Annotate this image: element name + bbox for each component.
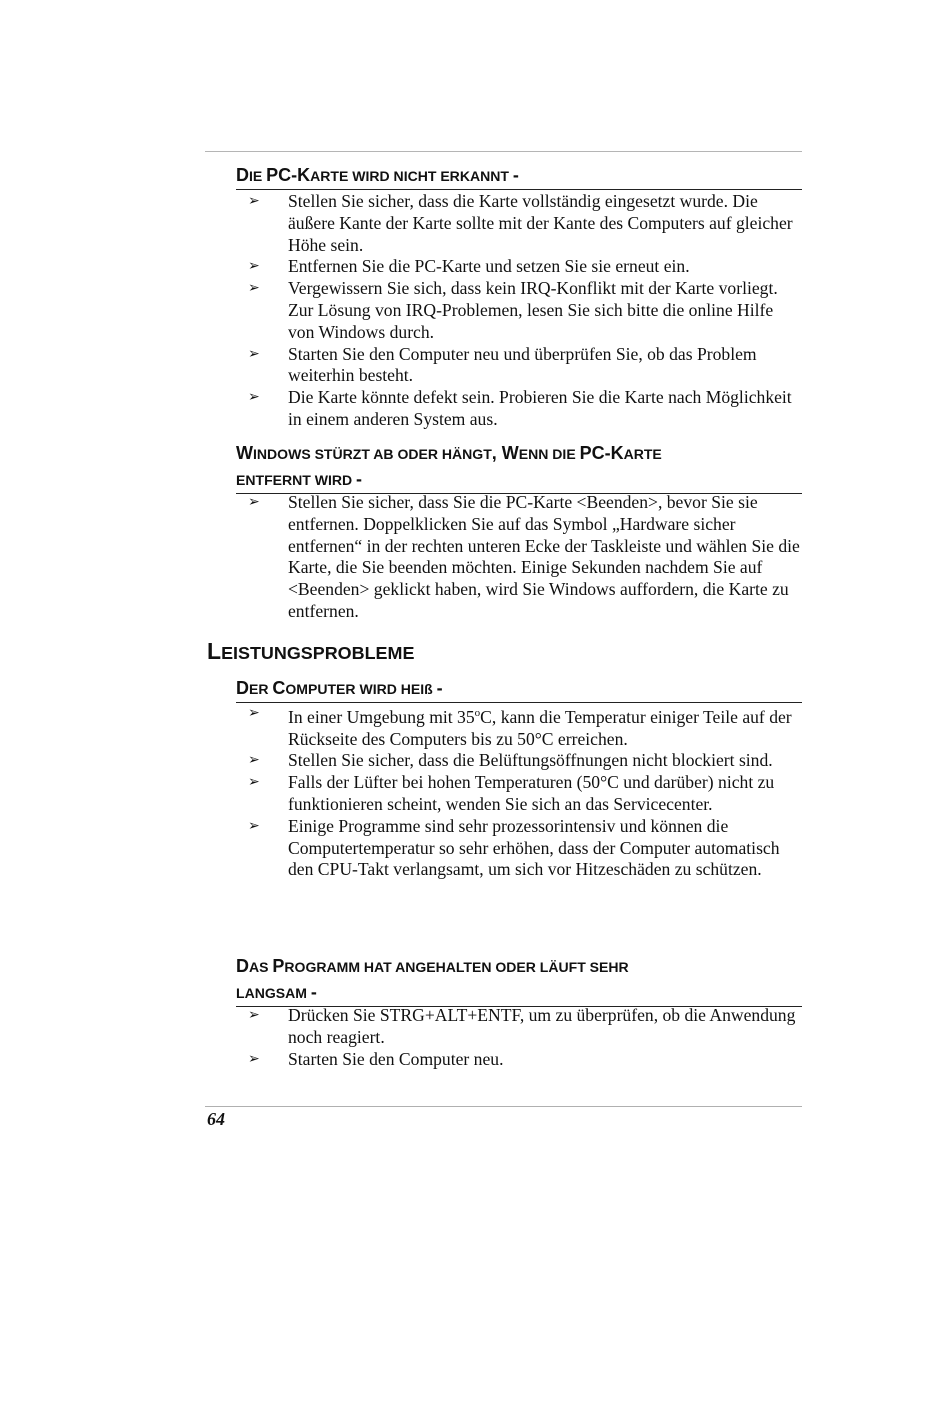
heading-programm-angehalten xyxy=(236,954,802,1007)
list-item: ➢ Einige Programme sind sehr prozessorintensiv und können die Computertemperatur so sehr erhöhen, dass der Computer automatisch den CPU-Takt verlangsamt, um sich vor Hitzeschäden zu schützen. xyxy=(248,815,780,880)
heading-line-2: ENTFERNT WIRD - xyxy=(236,469,363,489)
arrow-bullet-icon: ➢ xyxy=(248,1050,260,1067)
list-programm-angehalten xyxy=(236,1005,802,1070)
list-item: ➢ Starten Sie den Computer neu und überprüfen Sie, ob das Problem weiterhin besteht. xyxy=(248,343,757,386)
arrow-bullet-icon: ➢ xyxy=(248,1007,260,1023)
list-pc-karte-nicht-erkannt xyxy=(236,191,802,431)
arrow-bullet-icon: ➢ xyxy=(248,193,260,209)
arrow-bullet-icon: ➢ xyxy=(248,817,260,834)
heading-line-2: LANGSAM - xyxy=(236,982,317,1002)
arrow-bullet-icon: ➢ xyxy=(248,752,260,769)
heading-pc-karte-nicht-erkannt: DIE PC-KARTE WIRD NICHT ERKANNT - xyxy=(236,163,802,190)
heading-computer-wird-heiss: DER COMPUTER WIRD HEIß - xyxy=(236,676,802,703)
arrow-bullet-icon: ➢ xyxy=(248,705,260,721)
list-item: ➢ Stellen Sie sicher, dass Sie die PC-Karte <Beenden>, bevor Sie sie entfernen. Doppelklicken Sie auf das Symbol „Hardware sicher entfernen“ in der rechten unteren Ecke der Taskleiste und wählen Sie die Karte, die Sie beenden möchten. Einige Sekunden nachdem Sie auf <Beenden> geklickt haben, wird Sie Windows auffordern, die Karte zu entfernen. xyxy=(248,492,800,621)
list-item: ➢ Stellen Sie sicher, dass die Karte vollständig eingesetzt wurde. Die äußere Kante der Karte sollte mit der Kante des Computers auf gleicher Höhe sein. xyxy=(248,191,793,255)
page-number: 64 xyxy=(207,1109,225,1129)
heading-line-1: DAS PROGRAMM HAT ANGEHALTEN ODER LÄUFT SEHR xyxy=(236,956,629,976)
list-item: ➢ Starten Sie den Computer neu. xyxy=(248,1048,504,1069)
footer-rule xyxy=(205,1106,802,1107)
arrow-bullet-icon: ➢ xyxy=(248,494,260,510)
arrow-bullet-icon: ➢ xyxy=(248,280,260,297)
arrow-bullet-icon: ➢ xyxy=(248,774,260,791)
list-item: ➢ In einer Umgebung mit 35$^o$C, kann die Temperatur einiger Teile auf der Rückseite des Computers bis zu 50°C erreichen. xyxy=(248,705,792,749)
arrow-bullet-icon: ➢ xyxy=(248,258,260,275)
list-item: ➢ Vergewissern Sie sich, dass kein IRQ-Konflikt mit der Karte vorliegt. Zur Lösung von IRQ-Problemen, lesen Sie sich bitte die online Hilfe von Windows durch. xyxy=(248,278,778,342)
heading-windows-stuerzt-ab xyxy=(236,441,802,494)
list-item: ➢ Falls der Lüfter bei hohen Temperaturen (50°C und darüber) nicht zu funktionieren scheint, wenden Sie sich an das Servicecenter. xyxy=(248,772,775,815)
chapter-title: LEISTUNGSPROBLEME xyxy=(207,638,415,664)
list-windows-stuerzt-ab xyxy=(236,492,802,623)
list-computer-wird-heiss xyxy=(236,703,802,881)
list-item: ➢ Die Karte könnte defekt sein. Probieren Sie die Karte nach Möglichkeit in einem anderen System aus. xyxy=(248,387,792,429)
list-item: ➢ Entfernen Sie die PC-Karte und setzen Sie sie erneut ein. xyxy=(248,256,690,277)
arrow-bullet-icon: ➢ xyxy=(248,345,260,362)
header-rule xyxy=(205,151,802,152)
list-item: ➢ Drücken Sie STRG+ALT+ENTF, um zu überprüfen, ob die Anwendung noch reagiert. xyxy=(248,1005,796,1047)
heading-line-1: WINDOWS STÜRZT AB ODER HÄNGT, WENN DIE PC-KARTE xyxy=(236,443,662,463)
arrow-bullet-icon: ➢ xyxy=(248,389,260,406)
list-item: ➢ Stellen Sie sicher, dass die Belüftungsöffnungen nicht blockiert sind. xyxy=(248,750,773,771)
